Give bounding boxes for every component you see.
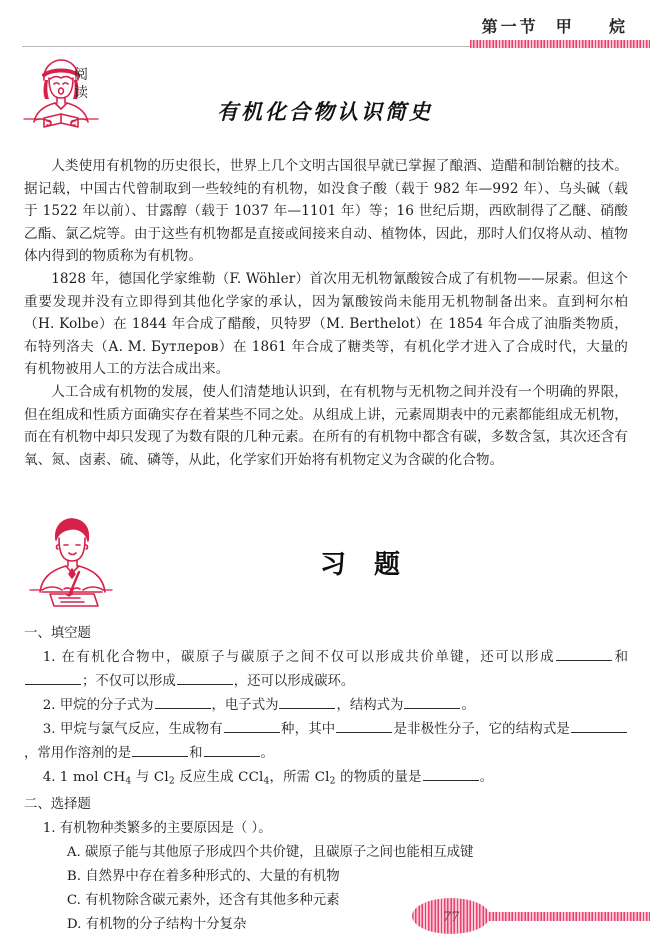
exercise-heading: 习题 (319, 550, 428, 580)
question-text: ，结构式为 (336, 698, 404, 713)
running-head-title: 第一节 甲 烷 (481, 17, 628, 36)
reading-icon-label: 阅读 (74, 67, 88, 101)
question-text: ，还可以形成碳环。 (233, 674, 355, 689)
answer-blank[interactable] (404, 708, 460, 709)
question-number: 3. (42, 722, 56, 737)
answer-blank[interactable] (423, 780, 479, 781)
question-text: 甲烷与氯气反应，生成物有 (59, 722, 223, 737)
page-header (0, 0, 650, 52)
choice-a[interactable]: A. 碳原子能与其他原子形成四个共价键，且碳原子之间也能相互成键 (66, 845, 474, 861)
question-text: ，电子式为 (211, 698, 279, 713)
answer-blank[interactable] (224, 732, 280, 733)
question-text: 种，其中 (280, 722, 336, 737)
answer-blank[interactable] (155, 708, 211, 709)
fill-in-blank-group-title: 一、填空题 (24, 626, 91, 641)
answer-blank[interactable] (25, 684, 81, 685)
fill-in-blank-item-4 (24, 766, 628, 793)
question-text-formula: 1 mol $CH_4$ 与 $Cl_2$ 反应生成 CCl$_4$，所需 $Cl_2$ 的物质的量是 (59, 770, 422, 787)
page-number: 77 (442, 910, 460, 925)
answer-blank[interactable] (556, 660, 612, 661)
question-text: 是非极性分子，它的结构式是 (393, 722, 571, 737)
reading-title: 有机化合物认识简史 (217, 99, 433, 124)
footer-stripe-decoration (470, 912, 650, 921)
choice-b[interactable]: B. 自然界中存在着多种形式的、大量的有机物 (66, 869, 340, 885)
multiple-choice-group-title: 二、选择题 (24, 797, 91, 813)
question-number: 2. (42, 698, 56, 713)
answer-blank[interactable] (279, 708, 335, 709)
question-text: 在有机化合物中，碳原子与碳原子之间不仅可以形成共价单键，还可以形成 (61, 650, 556, 665)
question-text: 有机物种类繁多的主要原因是（ ）。 (59, 821, 272, 837)
reading-body (24, 155, 628, 471)
answer-blank[interactable] (177, 684, 233, 685)
question-text: 甲烷的分子式为 (59, 698, 154, 713)
question-text: 。 (479, 770, 494, 785)
fill-in-blank-item-2 (24, 694, 628, 718)
reading-paragraph-2: 1828 年，德国化学家维勒（F. Wöhler）首次用无机物氰酸铵合成了有机物——尿素。但这个重要发现并没有立即得到其他化学家的承认，因为氰酸铵尚未能用无机物制备出来。直到柯尔柏（H. Kolbe）在 1844 年合成了醋酸，贝特罗（M. Berthelot）在 1854 年合成了油脂类物质，布特列洛夫（А. М. Бутлеров）在 1861 年合成了糖类等，有机化学才进入了合成时代，大量的有机物被用人工的方法合成出来。 (24, 270, 628, 378)
answer-blank[interactable] (204, 756, 260, 757)
answer-blank[interactable] (132, 756, 188, 757)
answer-blank[interactable] (336, 732, 392, 733)
question-number: 1. (42, 650, 56, 665)
reading-paragraph-1: 人类使用有机物的历史很长，世界上几个文明古国很早就已掌握了酿酒、造醋和制饴糖的技术。据记载，中国古代曾制取到一些较纯的有机物，如没食子酸（载于 982 年—992 年）、乌头碱（载于 1522 年以前）、甘露醇（载于 1037 年—1101 年）等；16 世纪后期，西欧制得了乙醚、硝酸乙酯、氯乙烷等。由于这些有机物都是直接或间接来自动、植物体，因此，那时人们仅将从动、植物体内得到的物质称为有机物。 (24, 158, 628, 265)
question-text: 和 (189, 746, 203, 761)
question-text: ，常用作溶剂的是 (24, 746, 132, 761)
fill-in-blank-item-3 (24, 718, 628, 766)
reading-paragraph-3: 人工合成有机物的发展，使人们清楚地认识到，在有机物与无机物之间并没有一个明确的界限，但在组成和性质方面确实存在着某些不同之处。从组成上讲，元素周期表中的元素都能组成无机物，而在有机物中却只发现了为数有限的几种元素。在所有的有机物中都含有碳，多数含氢，其次还含有氧、氮、卤素、硫、磷等，从此，化学家们开始将有机物定义为含碳的化合物。 (24, 383, 628, 468)
student-writing-icon (28, 516, 114, 608)
choice-d[interactable]: D. 有机物的分子结构十分复杂 (66, 917, 247, 933)
question-text: ；不仅可以形成 (82, 674, 176, 689)
choice-c[interactable]: C. 有机物除含碳元素外，还含有其他多种元素 (66, 893, 340, 909)
header-stripe-decoration (470, 40, 650, 48)
question-number: 1. (42, 821, 56, 837)
fill-in-blank-item-1 (24, 646, 628, 694)
page-footer (0, 890, 650, 950)
question-text: 。 (461, 698, 475, 713)
question-number: 4. (42, 770, 56, 785)
question-text: 和 (613, 650, 628, 665)
answer-blank[interactable] (571, 732, 627, 733)
multiple-choice-item-1-stem (24, 817, 628, 841)
question-text: 。 (260, 746, 274, 761)
